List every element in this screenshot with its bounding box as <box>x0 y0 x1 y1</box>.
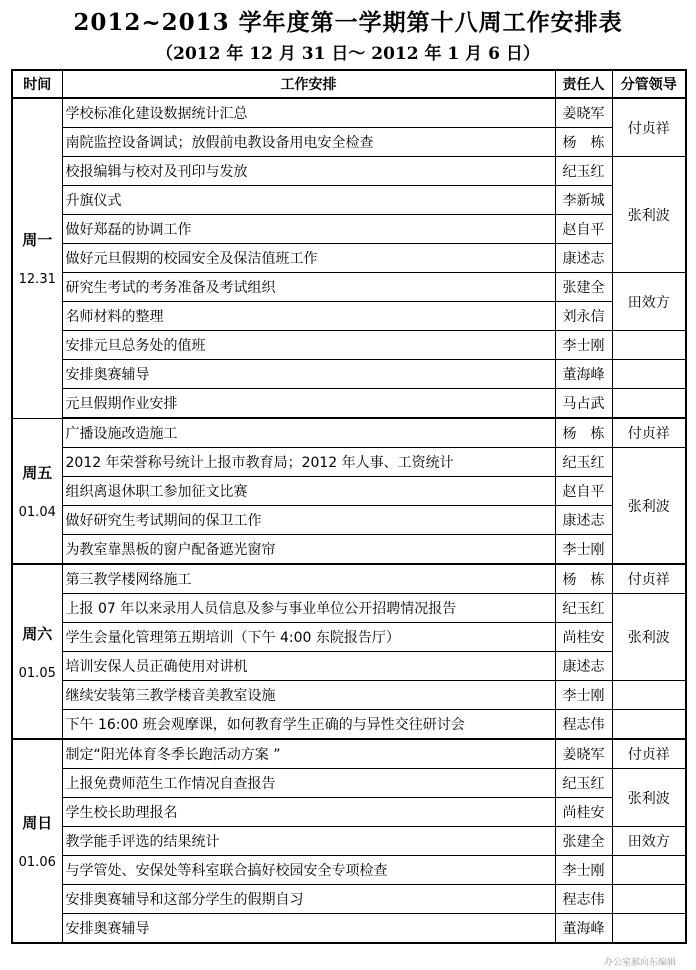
task-cell: 安排奥赛辅导 <box>62 360 555 389</box>
table-row <box>12 477 686 506</box>
person-cell: 张建全 <box>555 273 612 302</box>
task-cell: 为教室靠黑板的窗户配备遮光窗帘 <box>62 535 555 565</box>
header-row <box>12 70 686 98</box>
person-cell: 纪玉红 <box>555 157 612 186</box>
table-row <box>12 798 686 827</box>
task-cell: 南院监控设备调试；放假前电教设备用电安全检查 <box>62 128 555 157</box>
table-row <box>12 856 686 885</box>
day-date: 01.04 <box>18 504 56 520</box>
task-cell: 继续安装第三教学楼音美教室设施 <box>62 681 555 710</box>
column-header-work: 工作安排 <box>62 70 555 98</box>
table-row <box>12 914 686 944</box>
person-cell: 姜晓军 <box>555 98 612 128</box>
person-cell: 尚桂安 <box>555 623 612 652</box>
table-row <box>12 623 686 652</box>
table-row <box>12 360 686 389</box>
column-header-person: 责任人 <box>555 70 612 98</box>
day-cell-friday <box>12 418 62 564</box>
person-cell: 尚桂安 <box>555 798 612 827</box>
day-date: 01.05 <box>18 665 56 681</box>
task-cell: 与学管处、安保处等科室联合搞好校园安全专项检查 <box>62 856 555 885</box>
person-cell: 李士刚 <box>555 856 612 885</box>
task-cell: 教学能手评选的结果统计 <box>62 827 555 856</box>
day-date: 01.06 <box>18 855 56 870</box>
day-cell-sunday <box>12 739 62 943</box>
table-row <box>12 885 686 914</box>
table-row <box>12 244 686 273</box>
person-cell: 程志伟 <box>555 710 612 740</box>
leader-cell: 田效方 <box>612 273 686 331</box>
person-cell: 康述志 <box>555 506 612 535</box>
task-cell: 第三教学楼网络施工 <box>62 564 555 594</box>
person-cell: 李新城 <box>555 186 612 215</box>
table-row <box>12 215 686 244</box>
task-cell: 上报免费师范生工作情况自查报告 <box>62 769 555 798</box>
task-cell: 组织离退休职工参加征文比赛 <box>62 477 555 506</box>
person-cell: 赵自平 <box>555 215 612 244</box>
person-cell: 程志伟 <box>555 885 612 914</box>
page-title: 2012~2013 学年度第一学期第十八周工作安排表 <box>73 9 623 36</box>
task-cell: 安排奥赛辅导 <box>62 914 555 944</box>
table-row <box>12 535 686 565</box>
task-cell: 元旦假期作业安排 <box>62 389 555 419</box>
leader-cell <box>612 914 686 944</box>
task-cell: 下午 16:00 班会观摩课，如何教育学生正确的与异性交往研讨会 <box>62 710 555 740</box>
task-cell: 研究生考试的考务准备及考试组织 <box>62 273 555 302</box>
person-cell: 纪玉红 <box>555 769 612 798</box>
person-cell: 李士刚 <box>555 535 612 565</box>
leader-cell: 张利波 <box>612 594 686 681</box>
person-cell: 张建全 <box>555 827 612 856</box>
leader-cell: 张利波 <box>612 157 686 273</box>
task-cell: 安排奥赛辅导和这部分学生的假期自习 <box>62 885 555 914</box>
table-row <box>12 564 686 594</box>
leader-cell <box>612 331 686 360</box>
table-row <box>12 594 686 623</box>
task-cell: 做好研究生考试期间的保卫工作 <box>62 506 555 535</box>
leader-cell <box>612 360 686 389</box>
person-cell: 赵自平 <box>555 477 612 506</box>
task-cell: 学生校长助理报名 <box>62 798 555 827</box>
person-cell: 李士刚 <box>555 681 612 710</box>
task-cell: 培训安保人员正确使用对讲机 <box>62 652 555 681</box>
person-cell: 李士刚 <box>555 331 612 360</box>
leader-cell: 田效方 <box>612 827 686 856</box>
task-cell: 做好元旦假期的校园安全及保洁值班工作 <box>62 244 555 273</box>
task-cell: 安排元旦总务处的值班 <box>62 331 555 360</box>
leader-cell: 张利波 <box>612 769 686 827</box>
person-cell: 马占武 <box>555 389 612 419</box>
day-name: 周一 <box>22 231 53 250</box>
task-cell: 学校标准化建设数据统计汇总 <box>62 98 555 128</box>
table-row <box>12 652 686 681</box>
table-row <box>12 448 686 477</box>
table-row <box>12 98 686 128</box>
person-cell: 姜晓军 <box>555 739 612 769</box>
table-row <box>12 186 686 215</box>
table-row <box>12 157 686 186</box>
task-cell: 升旗仪式 <box>62 186 555 215</box>
table-row <box>12 302 686 331</box>
person-cell: 杨 栋 <box>555 564 612 594</box>
person-cell: 董海峰 <box>555 360 612 389</box>
day-cell-saturday <box>12 564 62 739</box>
leader-cell: 张利波 <box>612 448 686 565</box>
task-cell: 制定“阳光体育冬季长跑活动方案 ” <box>62 739 555 769</box>
table-row <box>12 331 686 360</box>
table-row <box>12 273 686 302</box>
day-date: 12.31 <box>18 272 56 288</box>
person-cell: 纪玉红 <box>555 594 612 623</box>
table-row <box>12 128 686 157</box>
leader-cell <box>612 856 686 885</box>
table-row <box>12 389 686 419</box>
person-cell: 董海峰 <box>555 914 612 944</box>
task-cell: 2012 年荣誉称号统计上报市教育局；2012 年人事、工资统计 <box>62 448 555 477</box>
table-row <box>12 506 686 535</box>
table-row <box>12 739 686 769</box>
leader-cell <box>612 885 686 914</box>
person-cell: 康述志 <box>555 244 612 273</box>
leader-cell: 付贞祥 <box>612 564 686 594</box>
schedule-table <box>11 69 687 944</box>
task-cell: 名师材料的整理 <box>62 302 555 331</box>
leader-cell: 付贞祥 <box>612 98 686 157</box>
person-cell: 刘永信 <box>555 302 612 331</box>
task-cell: 做好郑磊的协调工作 <box>62 215 555 244</box>
leader-cell <box>612 681 686 710</box>
day-name: 周五 <box>22 463 53 482</box>
date-range-subtitle: （2012 年 12 月 31 日～ 2012 年 1 月 6 日） <box>156 44 540 64</box>
table-row <box>12 418 686 448</box>
day-name: 周日 <box>22 814 53 832</box>
task-cell: 校报编辑与校对及刊印与发放 <box>62 157 555 186</box>
table-row <box>12 769 686 798</box>
task-cell: 上报 07 年以来录用人员信息及参与事业单位公开招聘情况报告 <box>62 594 555 623</box>
table-row <box>12 710 686 740</box>
column-header-leader: 分管领导 <box>612 70 686 98</box>
person-cell: 杨 栋 <box>555 418 612 448</box>
day-name: 周六 <box>22 624 53 643</box>
person-cell: 纪玉红 <box>555 448 612 477</box>
day-cell-monday <box>12 98 62 418</box>
editor-note: 办公室郝向东编辑 <box>603 958 676 968</box>
table-row <box>12 681 686 710</box>
person-cell: 康述志 <box>555 652 612 681</box>
column-header-time: 时间 <box>12 70 62 98</box>
person-cell: 杨 栋 <box>555 128 612 157</box>
task-cell: 广播设施改造施工 <box>62 418 555 448</box>
table-row <box>12 827 686 856</box>
leader-cell: 付贞祥 <box>612 418 686 448</box>
leader-cell <box>612 710 686 740</box>
leader-cell <box>612 389 686 419</box>
task-cell: 学生会量化管理第五期培训（下午 4:00 东院报告厅） <box>62 623 555 652</box>
leader-cell: 付贞祥 <box>612 739 686 769</box>
